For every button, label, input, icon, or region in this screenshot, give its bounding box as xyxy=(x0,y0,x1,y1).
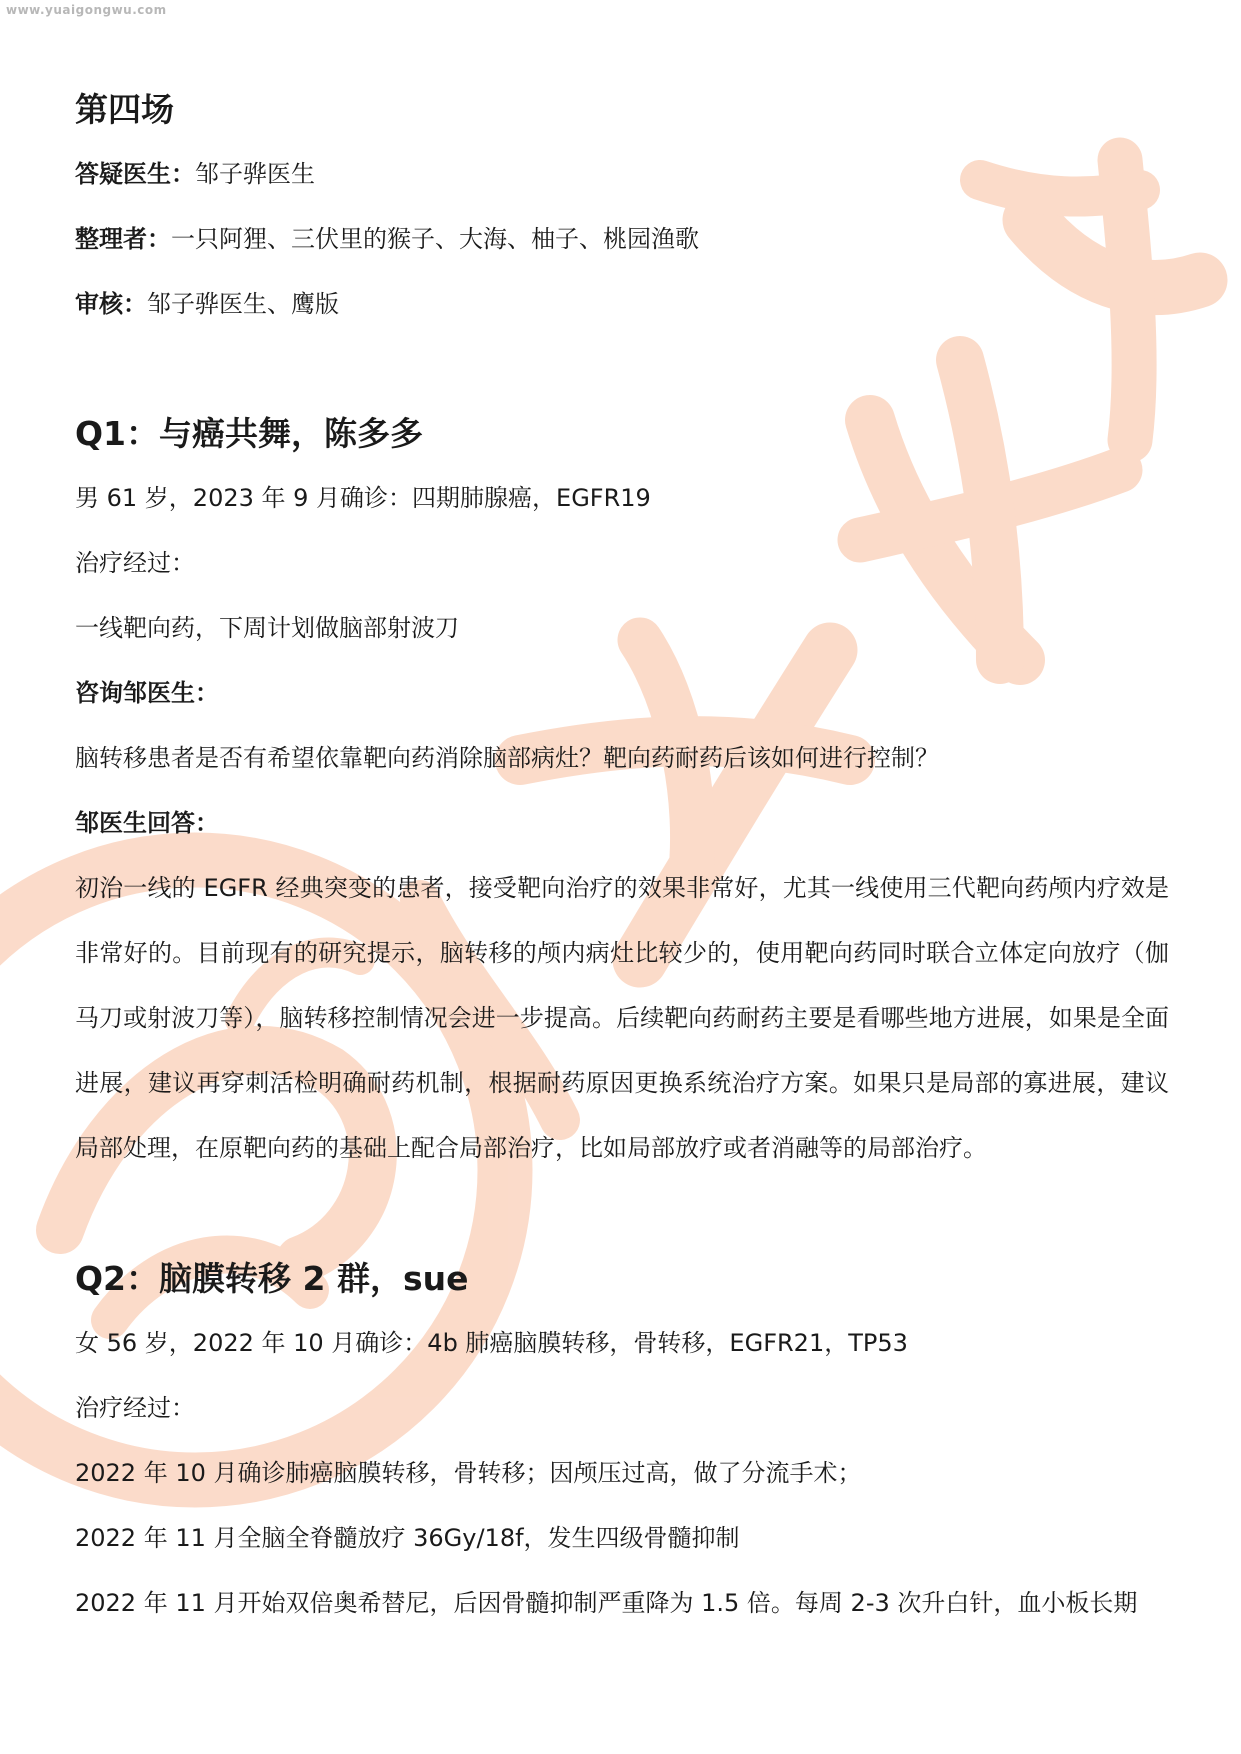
q2-title: Q2：脑膜转移 2 群，sue xyxy=(75,1259,469,1298)
q1-title: Q1：与癌共舞，陈多多 xyxy=(75,414,424,453)
section-title: 第四场 xyxy=(75,90,174,129)
answerer-value: 邹子骅医生 xyxy=(195,160,315,188)
q2-treatment-label: 治疗经过： xyxy=(75,1394,195,1422)
q1-answer: 初治一线的 EGFR 经典突变的患者，接受靶向治疗的效果非常好，尤其一线使用三代靶向药颅内疗效是非常好的。目前现有的研究提示，脑转移的颅内病灶比较少的，使用靶向药同时联合立体定向放疗（伽马刀或射波刀等），脑转移控制情况会进一步提高。后续靶向药耐药主要是看哪些地方进展，如果是全面进展，建议再穿刺活检明确耐药机制，根据耐药原因更换系统治疗方案。如果只是局部的寡进展，建议局部处理，在原靶向药的基础上配合局部治疗，比如局部放疗或者消融等的局部治疗。 xyxy=(75,874,1169,1162)
reviewer-value: 邹子骅医生、鹰版 xyxy=(147,290,339,318)
q1-treatment-text: 一线靶向药，下周计划做脑部射波刀 xyxy=(75,614,459,642)
q1-patient-info: 男 61 岁，2023 年 9 月确诊：四期肺腺癌，EGFR19 xyxy=(75,484,651,512)
q2-history-item: 2022 年 10 月确诊肺癌脑膜转移，骨转移；因颅压过高，做了分流手术； xyxy=(75,1459,862,1487)
editors-label: 整理者： xyxy=(75,225,171,253)
q1-treatment-label: 治疗经过： xyxy=(75,549,195,577)
answerer-label: 答疑医生： xyxy=(75,160,195,188)
reviewer-label: 审核： xyxy=(75,290,147,318)
answerer-row xyxy=(75,158,315,190)
q1-consult-label: 咨询邹医生： xyxy=(75,679,219,707)
q1-answer-label: 邹医生回答： xyxy=(75,809,219,837)
q2-history-item: 2022 年 11 月开始双倍奥希替尼，后因骨髓抑制严重降为 1.5 倍。每周 2-3 次升白针，血小板长期 xyxy=(75,1589,1138,1617)
reviewer-row xyxy=(75,288,339,320)
q1-question: 脑转移患者是否有希望依靠靶向药消除脑部病灶？靶向药耐药后该如何进行控制？ xyxy=(75,744,939,772)
q2-history-item: 2022 年 11 月全脑全脊髓放疗 36Gy/18f，发生四级骨髓抑制 xyxy=(75,1524,740,1552)
editors-row xyxy=(75,223,699,255)
editors-value: 一只阿狸、三伏里的猴子、大海、柚子、桃园渔歌 xyxy=(171,225,699,253)
q2-patient-info: 女 56 岁，2022 年 10 月确诊：4b 肺癌脑膜转移，骨转移，EGFR21，TP53 xyxy=(75,1329,908,1357)
site-url: www.yuaigongwu.com xyxy=(6,3,167,17)
